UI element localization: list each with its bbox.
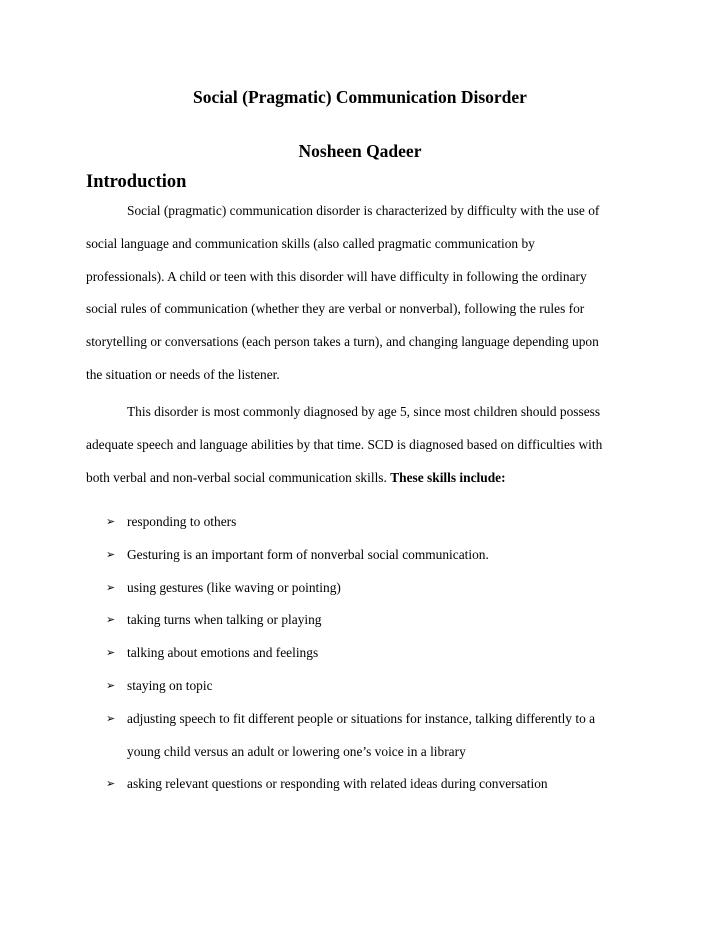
paragraph-line: [86, 462, 646, 495]
bullet-text: Gesturing is an important form of nonverbal social communication.: [127, 546, 489, 562]
arrowhead-bullet-icon: ➢: [106, 646, 116, 660]
bullet-text: taking turns when talking or playing: [127, 612, 322, 628]
bullet-text: staying on topic: [127, 677, 213, 693]
paragraph-line: This disorder is most commonly diagnosed by age 5, since most children should possess: [127, 404, 601, 419]
bullet-item: [104, 703, 664, 769]
arrowhead-bullet-icon: ➢: [106, 515, 116, 528]
bullet-text: young child versus an adult or lowering one’s voice in a library: [127, 743, 466, 759]
paragraph-line-text: both verbal and non-verbal social communication skills.: [86, 469, 387, 485]
bullet-text: talking about emotions and feelings: [127, 645, 319, 661]
bullet-item: [104, 768, 664, 801]
section-heading-introduction: Introduction: [86, 172, 187, 192]
skills-lead-in: These skills include:: [390, 469, 506, 485]
bullet-text: using gestures (like waving or pointing): [127, 579, 341, 595]
arrowhead-bullet-icon: ➢: [106, 711, 116, 725]
arrowhead-bullet-icon: ➢: [106, 777, 116, 791]
bullet-text: asking relevant questions or responding with related ideas during conversation: [127, 776, 548, 792]
intro-paragraph-1: [86, 195, 646, 392]
bullet-item: [104, 506, 664, 539]
paragraph-line: Social (pragmatic) communication disorder is characterized by difficulty with the use of: [127, 203, 600, 218]
bullet-item: [104, 539, 664, 572]
intro-paragraph-2: [86, 396, 646, 494]
bullet-item: [104, 572, 664, 605]
arrowhead-bullet-icon: ➢: [106, 613, 116, 627]
paragraph-line: social language and communication skills (also called pragmatic communication by: [86, 235, 535, 251]
bullet-item: [104, 670, 664, 703]
arrowhead-bullet-icon: ➢: [106, 678, 116, 692]
document-title: Social (Pragmatic) Communication Disorder: [193, 87, 527, 107]
skills-bullet-list: [104, 506, 664, 801]
bullet-item: [104, 637, 664, 670]
author-name: Nosheen Qadeer: [298, 141, 422, 161]
paragraph-line: adequate speech and language abilities by that time. SCD is diagnosed based on difficulties with: [86, 436, 603, 452]
paragraph-line: professionals). A child or teen with this disorder will have difficulty in following the ordinary: [86, 268, 587, 284]
bullet-text: responding to others: [127, 514, 237, 529]
bullet-text: adjusting speech to fit different people or situations for instance, talking differently to a: [127, 710, 596, 726]
bullet-item: [104, 604, 664, 637]
paragraph-line: social rules of communication (whether they are verbal or nonverbal), following the rules for: [86, 301, 585, 317]
arrowhead-bullet-icon: ➢: [106, 547, 116, 561]
arrowhead-bullet-icon: ➢: [106, 580, 116, 594]
paragraph-line: storytelling or conversations (each person takes a turn), and changing language depending upon: [86, 334, 599, 350]
paragraph-line: the situation or needs of the listener.: [86, 366, 280, 382]
